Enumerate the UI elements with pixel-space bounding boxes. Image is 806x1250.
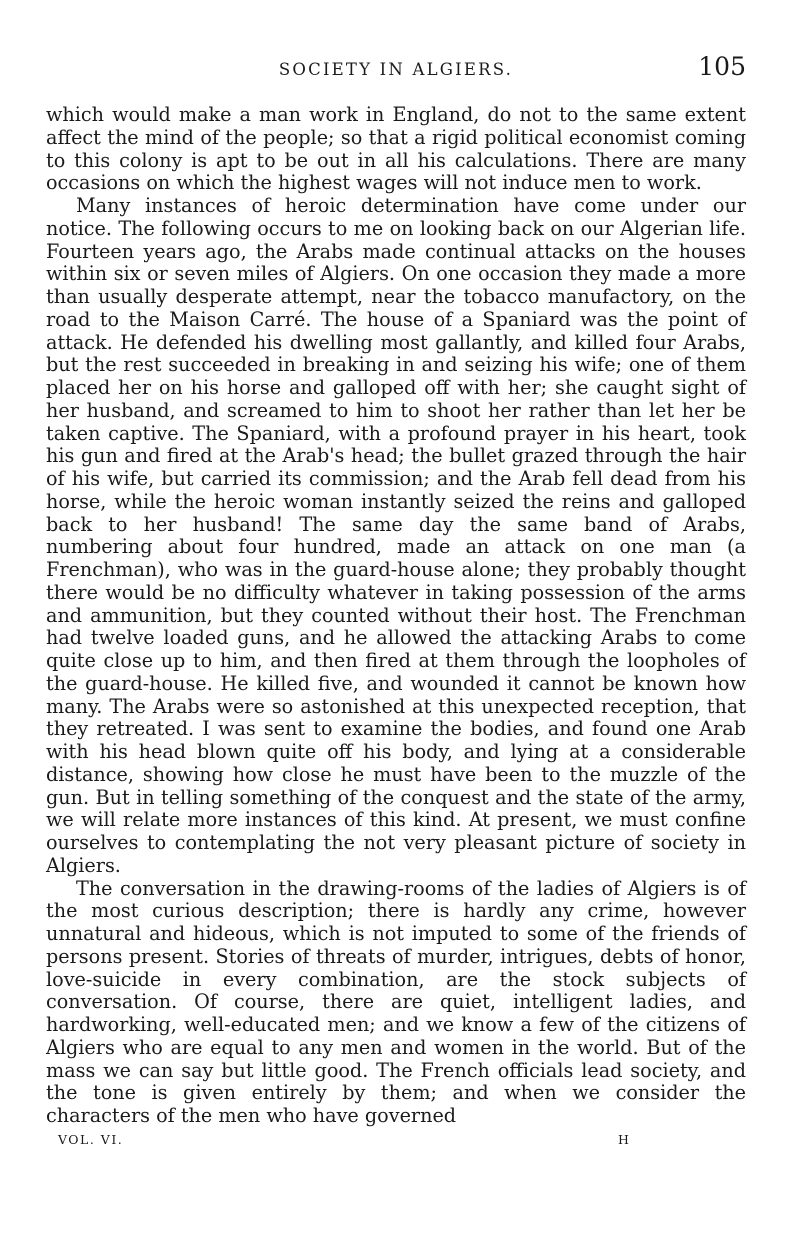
page-header	[46, 52, 746, 92]
book-page	[46, 52, 746, 1152]
body-text	[46, 104, 746, 1128]
signature-mark: H	[618, 1131, 631, 1147]
page-footer	[46, 1132, 746, 1152]
volume-label: VOL. VI.	[58, 1131, 124, 1147]
paragraph-drawing-rooms: The conversation in the drawing-rooms of the ladies of Algiers is of the most curious description; there is hardly any crime, however unnatural and hideous, which is not imputed to some of the friends of persons present. Stories of threats of murder, intrigues, debts of honor, love-suicide in every combination, are the stock subjects of conversation. Of course, there are quiet, intelligent ladies, and hardworking, well-educated men; and we know a few of the citizens of Algiers who are equal to any men and women in the world. But of the mass we can say but little good. The French officials lead society, and the tone is given entirely by them; and when we consider the characters of the men who have governed	[46, 876, 746, 1127]
page-number: 105	[698, 52, 746, 81]
running-title: SOCIETY IN ALGIERS.	[278, 60, 514, 79]
paragraph-heroic-instances: Many instances of heroic determination have come under our notice. The following occurs to me on looking back on our Algerian life. Fourteen years ago, the Arabs made continual attacks on the houses within six or seven miles of Algiers. On one occasion they made a more than usually desperate attempt, near the tobacco manufactory, on the road to the Maison Carré. The house of a Spaniard was the point of attack. He defended his dwelling most gallantly, and killed four Arabs, but the rest succeeded in breaking in and seizing his wife; one of them placed her on his horse and galloped off with her; she caught sight of her husband, and screamed to him to shoot her rather than let her be taken captive. The Spaniard, with a profound prayer in his heart, took his gun and fired at the Arab's head; the bullet grazed through the hair of his wife, but carried its commission; and the Arab fell dead from his horse, while the heroic woman instantly seized the reins and galloped back to her husband! The same day the same band of Arabs, numbering about four hundred, made an attack on one man (a Frenchman), who was in the guard-house alone; they probably thought there would be no difficulty whatever in taking possession of the arms and ammunition, but they counted without their host. The Frenchman had twelve loaded guns, and he allowed the attacking Arabs to come quite close up to him, and then fired at them through the loopholes of the guard-house. He killed five, and wounded it cannot be known how many. The Arabs were so astonished at this unexpected reception, that they retreated. I was sent to examine the bodies, and found one Arab with his head blown quite off his body, and lying at a considerable distance, showing how close he must have been to the muzzle of the gun. But in telling something of the conquest and the state of the army, we will relate more instances of this kind. At present, we must confine ourselves to contemplating the not very pleasant picture of society in Algiers.	[46, 194, 746, 877]
paragraph-continuation: which would make a man work in England, do not to the same extent affect the mind of the people; so that a rigid political economist coming to this colony is apt to be out in all his calculations. There are many occasions on which the highest wages will not induce men to work.	[46, 103, 746, 195]
